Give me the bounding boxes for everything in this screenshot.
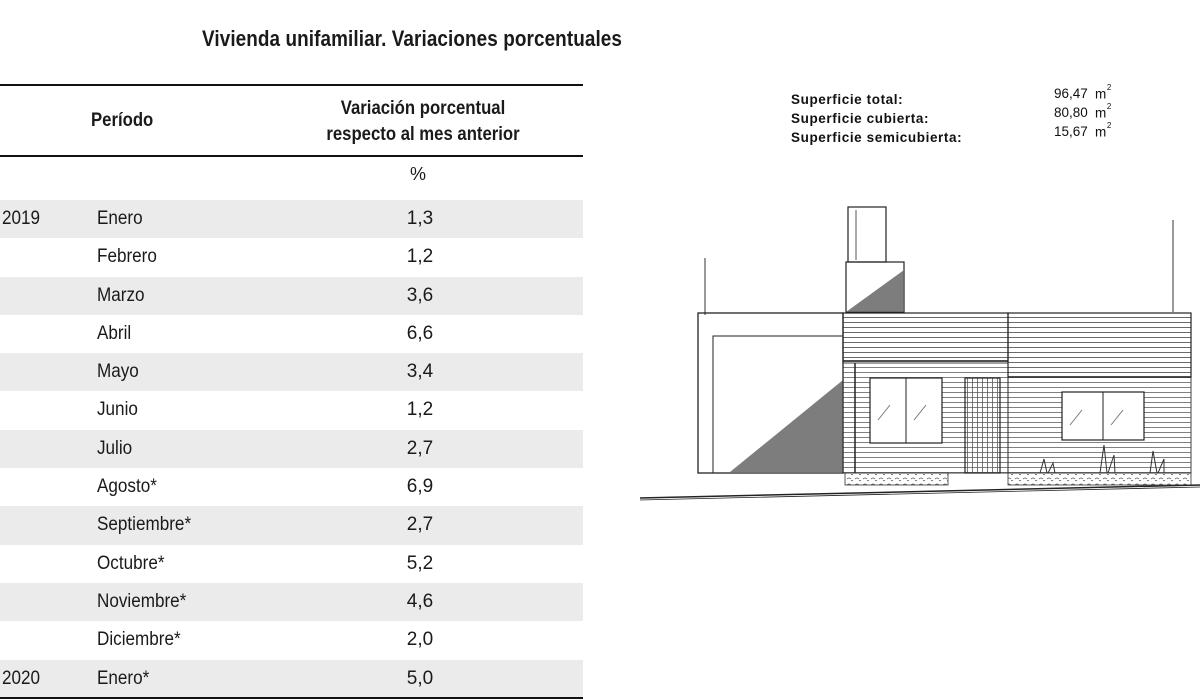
row-value: 6,6 (406, 322, 434, 344)
table-row (0, 391, 583, 429)
row-month: Enero* (97, 667, 150, 689)
row-month: Marzo (97, 284, 145, 306)
document-title: Vivienda unifamiliar. Variaciones porcentuales (202, 26, 623, 51)
row-month: Mayo (97, 361, 139, 383)
row-month: Diciembre* (97, 629, 181, 651)
surface-label: Superficie semicubierta: (791, 130, 963, 145)
table-row (0, 277, 583, 315)
table-body (0, 200, 583, 698)
row-value: 4,6 (406, 590, 434, 612)
surface-unit-exponent: 2 (1106, 121, 1112, 130)
row-month: Julio (97, 437, 133, 459)
table-top-rule (0, 84, 583, 86)
header-variation-line2: respecto al mes anterior (326, 124, 520, 145)
table-row (0, 468, 583, 506)
row-value: 2,7 (406, 437, 434, 459)
surface-unit-exponent: 2 (1106, 102, 1112, 111)
row-value: 2,7 (406, 514, 434, 536)
header-variation-line1: Variación porcentual (340, 98, 506, 119)
table-row (0, 200, 583, 238)
header-period: Período (91, 110, 154, 131)
table-row (0, 353, 583, 391)
row-year: 2020 (2, 667, 41, 689)
row-year: 2019 (2, 208, 41, 229)
table-row (0, 315, 583, 353)
variation-table (0, 84, 583, 700)
surface-label: Superficie total: (791, 92, 904, 107)
row-month: Abril (97, 322, 132, 344)
surface-unit-exponent: 2 (1106, 83, 1112, 92)
row-value: 1,3 (406, 208, 434, 229)
table-row (0, 583, 583, 621)
surface-unit-base: m (1095, 86, 1107, 102)
table-bottom-rule (0, 697, 583, 699)
row-month: Octubre* (97, 552, 165, 574)
unit-label: % (409, 164, 426, 184)
row-month: Junio (97, 399, 138, 421)
table-row (0, 660, 583, 698)
row-month: Septiembre* (97, 514, 192, 536)
row-value: 3,6 (406, 284, 434, 306)
row-value: 6,9 (406, 476, 434, 498)
row-month: Agosto* (97, 476, 157, 498)
row-value: 5,0 (406, 667, 434, 689)
surface-value: 96,47 (1054, 86, 1088, 101)
table-row (0, 238, 583, 276)
row-month: Enero (97, 208, 143, 229)
table-row (0, 430, 583, 468)
row-month: Noviembre* (97, 590, 187, 612)
row-month: Febrero (97, 246, 157, 268)
row-value: 5,2 (406, 552, 434, 574)
table-row (0, 545, 583, 583)
house-facade-drawing (630, 80, 1200, 520)
header-variation (282, 96, 564, 148)
table-row (0, 506, 583, 544)
surface-value: 15,67 (1054, 124, 1088, 139)
row-value: 2,0 (406, 629, 434, 651)
table-header-rule (0, 155, 583, 157)
row-value: 3,4 (406, 361, 434, 383)
row-value: 1,2 (406, 399, 434, 421)
surface-unit-base: m (1095, 105, 1107, 121)
surface-value: 80,80 (1054, 105, 1088, 120)
table-row (0, 621, 583, 659)
surface-label: Superficie cubierta: (791, 111, 930, 126)
surface-unit-base: m (1095, 124, 1107, 140)
row-value: 1,2 (406, 246, 434, 268)
